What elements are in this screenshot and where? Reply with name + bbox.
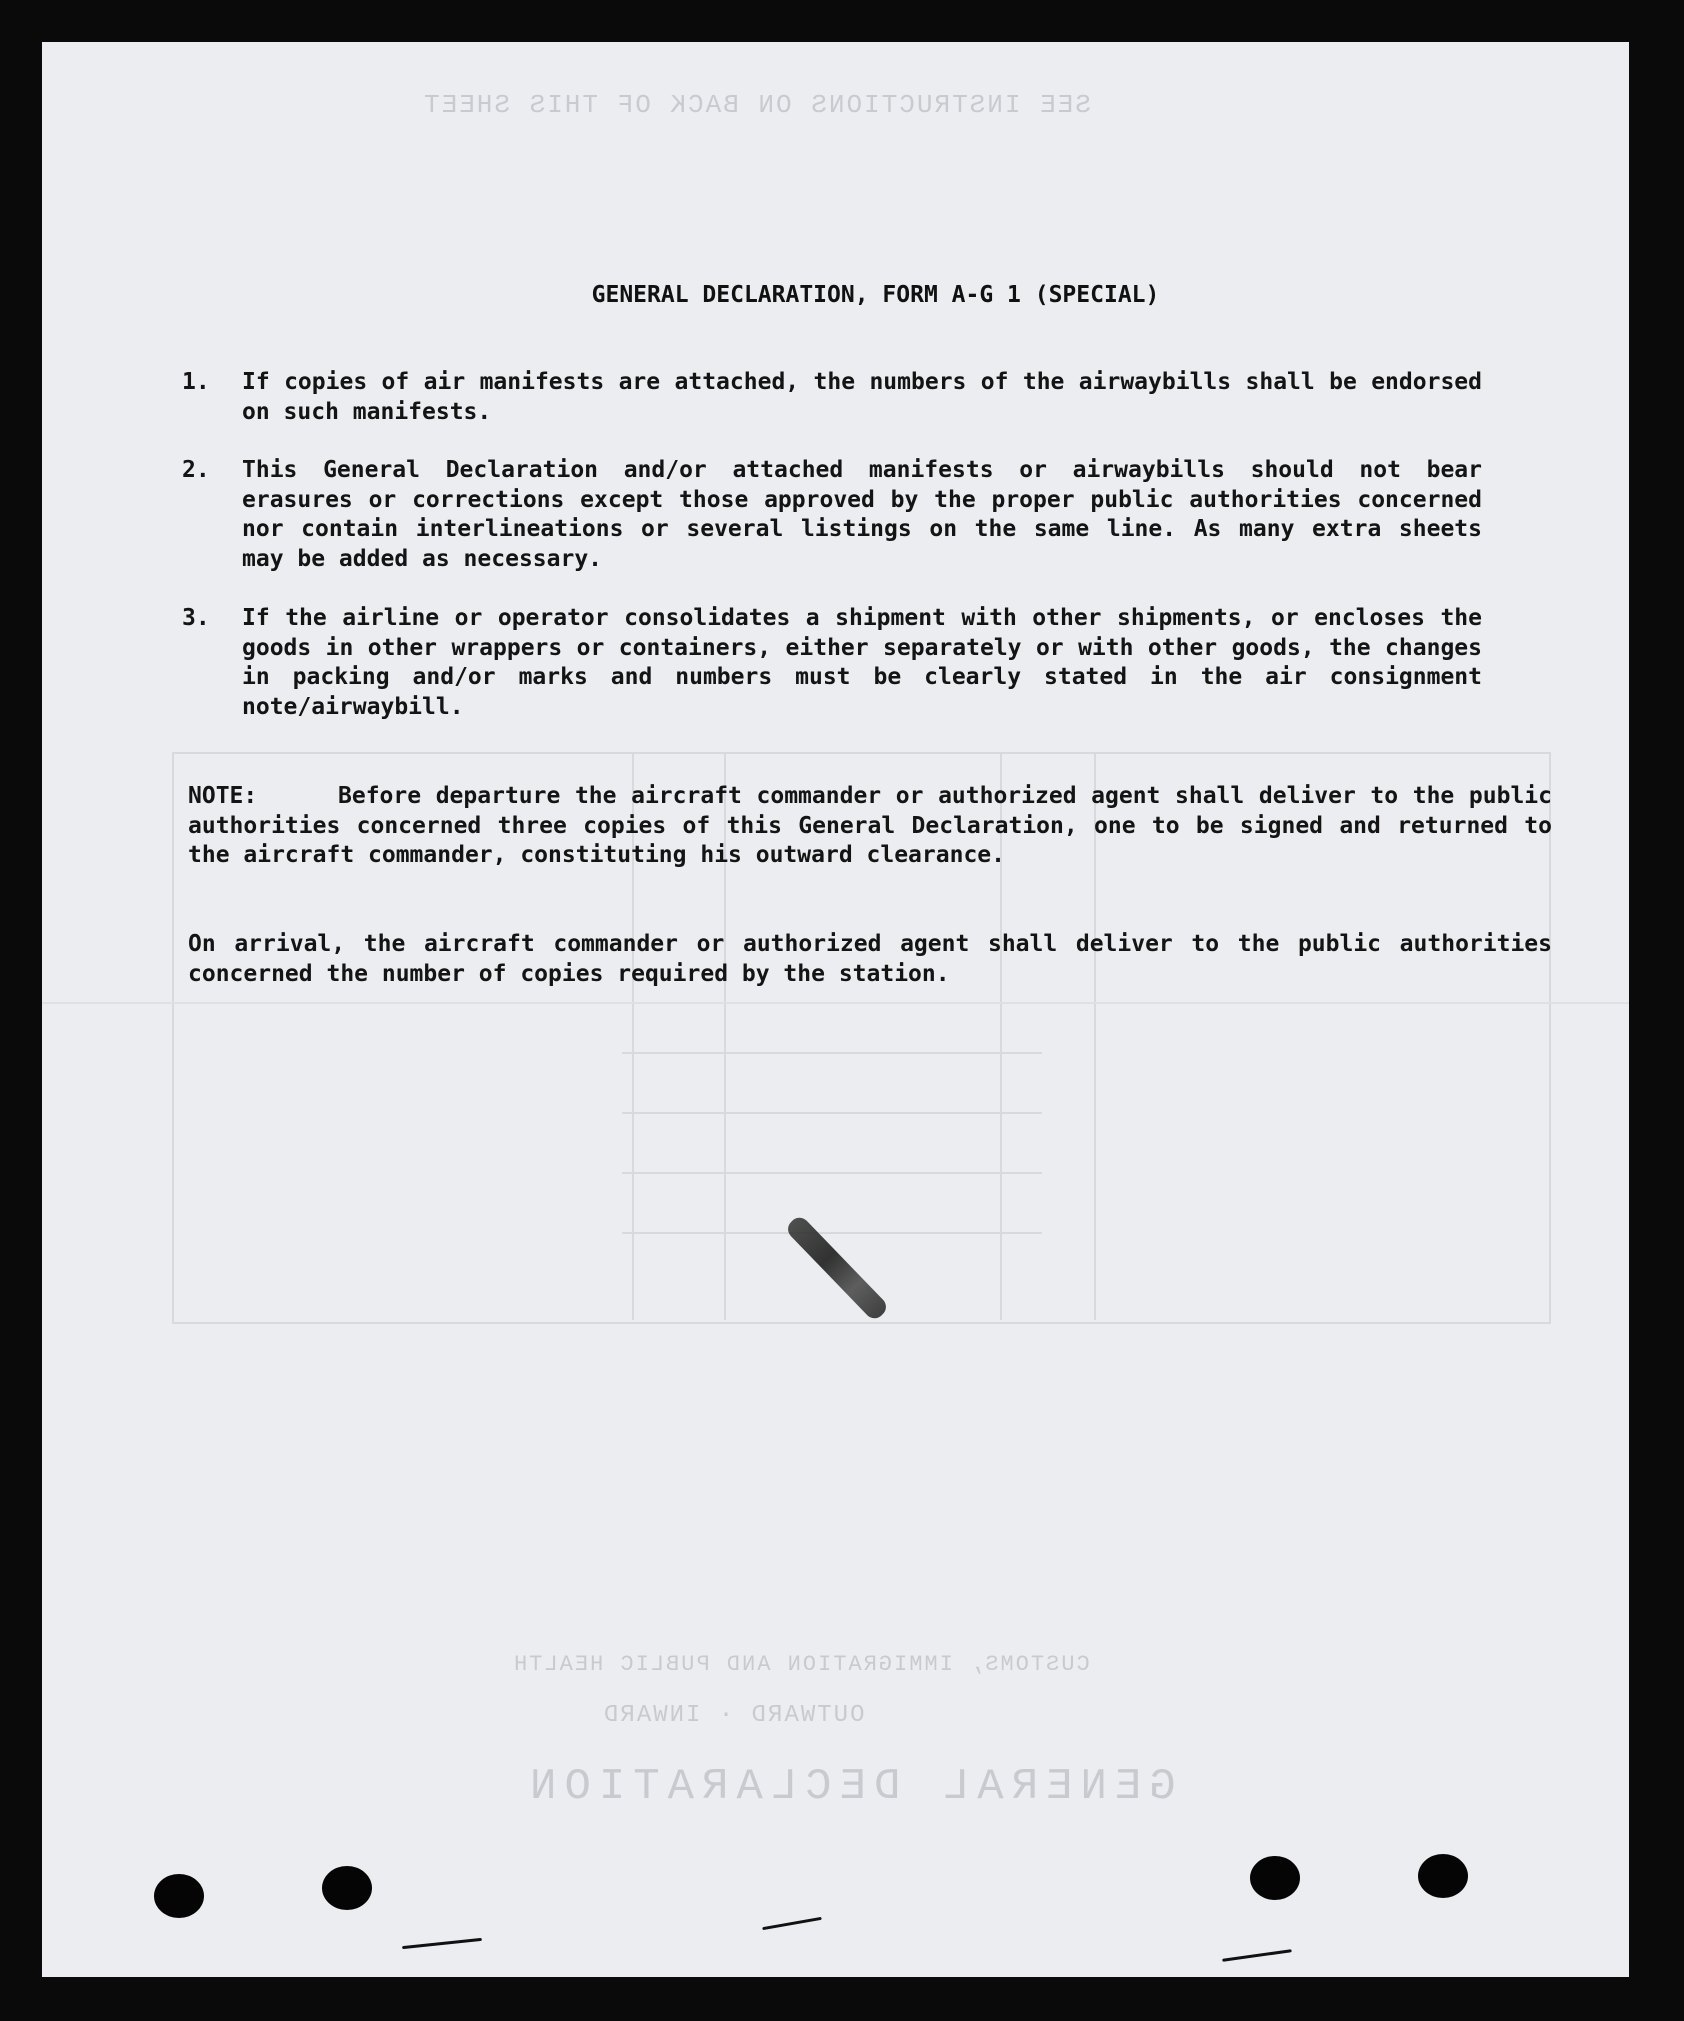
arrival-paragraph [188,930,1552,989]
paper-mark [1222,1949,1292,1962]
item-text: If copies of air manifests are attached, the numbers of the airwaybills shall be endorsed on such manifests. [242,369,1482,425]
note-paragraph [188,782,1552,871]
bleed-through-text: CUSTOMS, IMMIGRATION AND PUBLIC HEALTH [512,1652,1090,1677]
paper-mark [762,1917,822,1930]
punch-hole [1418,1854,1468,1898]
item-text: If the airline or operator consolidates a shipment with other shipments, or encloses the goods in other wrappers or containers, either separately or with other goods, the changes in packing and/or marks and numbers must be clearly stated in the air consignment note/airwaybill. [242,605,1482,720]
bleed-through-text: SEE INSTRUCTIONS ON BACK OF THIS SHEET [422,90,1091,120]
item-number: 3. [182,605,210,631]
bleed-through-text: GENERAL DECLARATION [522,1762,1176,1812]
punch-hole [322,1866,372,1910]
document-page [42,42,1629,1977]
note-label: NOTE: [188,783,258,809]
document-title: GENERAL DECLARATION, FORM A-G 1 (SPECIAL) [591,282,1160,308]
item-number: 2. [182,457,210,483]
paper-fold [42,1002,1629,1004]
bleed-through-line [622,1232,1042,1234]
punch-hole [154,1874,204,1918]
bleed-through-line [622,1172,1042,1174]
punch-hole [1250,1856,1300,1900]
note-text: Before departure the aircraft commander or authorized agent shall deliver to the public authorities concerned three copies of this General Declaration, one to be signed and returned to the aircraft commander, constituting his outward clearance. [188,783,1552,868]
item-number: 1. [182,369,210,395]
bleed-through-line [622,1052,1042,1054]
item-text: This General Declaration and/or attached manifests or airwaybills should not bear erasures or corrections except those approved by the proper public authorities concerned nor contain interlineations or several listings on the same line. As many extra sheets may be added as necessary. [242,457,1482,572]
bleed-through-line [622,1112,1042,1114]
bleed-through-text: OUTWARD · INWARD [602,1702,865,1729]
arrival-text: On arrival, the aircraft commander or authorized agent shall deliver to the public authorities concerned the number of copies required by the station. [188,931,1552,987]
paper-mark [402,1938,482,1949]
